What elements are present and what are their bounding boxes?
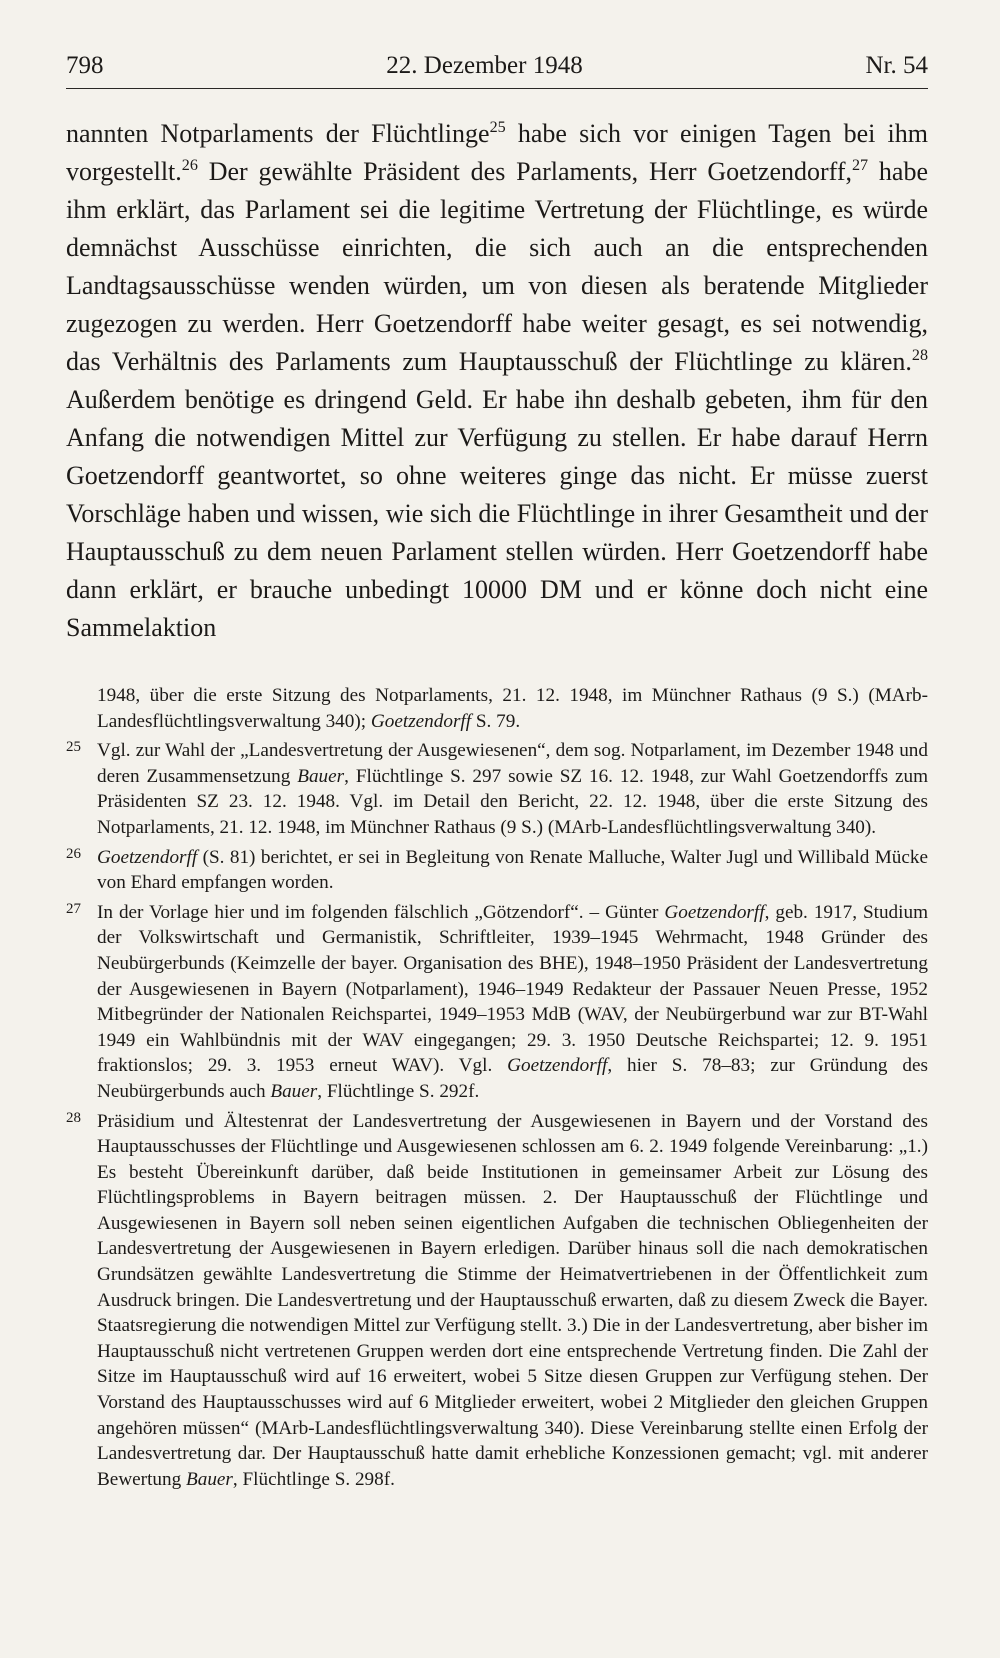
footnote-text: , Flüchtlinge S. 292f. [317, 1080, 480, 1102]
footnote-italic: Bauer [186, 1468, 233, 1490]
footnote-continuation [66, 683, 928, 734]
footnote-number: 28 [66, 1109, 81, 1126]
footnote-italic: Goetzendorff [507, 1055, 608, 1077]
footnote-italic: Bauer [270, 1080, 318, 1102]
page-number: 798 [66, 52, 104, 79]
footnote-28 [66, 1109, 928, 1493]
footnote-italic: Goetzendorff [664, 901, 765, 923]
header-date: 22. Dezember 1948 [386, 52, 583, 79]
footnote-ref-26: 26 [181, 157, 198, 175]
running-header [66, 52, 928, 89]
footnote-text: Präsidium und Ältestenrat der Landesvertretung der Ausgewiesenen in Bayern und der Vorstand des Hauptausschusses der Flüchtlinge und Ausgewiesenen schlossen am 6. 2. 1949 folgende Vereinbarung: „1.) Es besteht Übereinkunft darüber, daß beide Institutionen in gemeinsamer Arbeit zur Lösung des Flüchtlingsproblems in Bayern beitragen müssen. 2. Der Hauptausschuß der Flüchtlinge und Ausgewiesenen in Bayern soll neben seinen eigentlichen Aufgaben die technischen Obliegenheiten der Landesvertretung der Ausgewiesenen in Bayern erledigen. Darüber hinaus soll die nach demokratischen Grundsätzen gewählte Landesvertretung die Stimme der Heimatvertriebenen in der Öffentlichkeit zum Ausdruck bringen. Die Landesvertretung und der Hauptausschuß erwarten, daß zu diesem Zweck die Bayer. Staatsregierung die notwendigen Mittel zur Verfügung stellt. 3.) Die in der Landesvertretung, aber bisher im Hauptausschuß nicht vertretenen Gruppen werden dort eine entsprechende Vertretung finden. Die Zahl der Sitze im Hauptausschuß wird auf 16 erweitert, wobei 5 Sitze diesen Gruppen zur Verfügung stehen. Der Vorstand des Hauptausschusses wird auf 6 Mitglieder erweitert, wobei 2 Mitglieder den gleichen Gruppen angehören müssen“ (MArb-Landesflüchtlingsverwaltung 340). Diese Vereinbarung stellte einen Erfolg der Landesvertretung dar. Der Hauptausschuß hatte damit erhebliche Konzessionen gemacht; vgl. mit anderer Bewertung [97, 1110, 928, 1490]
footnote-text: S. 79. [471, 710, 521, 732]
footnote-25 [66, 738, 928, 840]
footnote-italic: Goetzendorff [97, 846, 198, 868]
footnotes [66, 683, 928, 1492]
text-segment: habe ihm erklärt, das Parlament sei die legitime Vertretung der Flüchtlinge, es würde demnächst Ausschüsse einrichten, die sich auch an die entsprechenden Landtagsausschüsse wenden würden, um von diesen als beratende Mitglieder zugezogen zu werden. Herr Goetzendorff habe weiter gesagt, es sei notwendig, das Verhältnis des Parlaments zum Hauptausschuß der Flüchtlinge zu klären. [66, 157, 928, 376]
footnote-ref-27: 27 [852, 157, 869, 175]
footnote-ref-25: 25 [489, 119, 506, 137]
text-segment: Außerdem benötige es dringend Geld. Er habe ihn deshalb gebeten, ihm für den Anfang die notwendigen Mittel zur Verfügung zu stellen. Er habe darauf Herrn Goetzendorff geantwortet, so ohne weiteres ginge das nicht. Er müsse zuerst Vorschläge haben und wissen, wie sich die Flüchtlinge in ihrer Gesamtheit und der Hauptausschuß zu dem neuen Parlament stellen würden. Herr Goetzendorff habe dann erklärt, er brauche unbedingt 10000 DM und er könne doch nicht eine Sammelaktion [66, 385, 928, 642]
text-segment: habe sich vor einigen Tagen bei ihm vorgestellt. [66, 119, 928, 186]
footnote-text: 1948, über die erste Sitzung des Notparlaments, 21. 12. 1948, im Münchner Rathaus (9 S.) (MArb-Landesflüchtlingsverwaltung 340); [97, 685, 928, 732]
footnote-text: , Flüchtlinge S. 298f. [232, 1468, 395, 1490]
footnote-text: In der Vorlage hier und im folgenden fälschlich „Götzendorf“. – Günter [97, 901, 665, 923]
footnote-text: Vgl. zur Wahl der „Landesvertretung der Ausgewiesenen“, dem sog. Notparlament, im Dezember 1948 und deren Zusammensetzung [97, 740, 928, 787]
footnote-text: , Flüchtlinge S. 297 sowie SZ 16. 12. 1948, zur Wahl Goetzendorffs zum Präsidenten SZ 23. 12. 1948. Vgl. im Detail den Bericht, 22. 12. 1948, über die erste Sitzung des Notparlaments, 21. 12. 1948, im Münchner Rathaus (9 S.) (MArb-Landesflüchtlingsverwaltung 340). [97, 765, 928, 838]
footnote-number: 25 [66, 739, 81, 756]
footnote-text: , geb. 1917, Studium der Volkswirtschaft und Germanistik, Schriftleiter, 1939–1945 Wehrmacht, 1948 Gründer des Neubürgerbunds (Keimzelle der bayer. Organisation des BHE), 1948–1950 Präsident der Landesvertretung der Ausgewiesenen in Bayern (Notparlament), 1946–1949 Redakteur der Passauer Neuen Presse, 1952 Mitbegründer der Nationalen Reichspartei, 1949–1953 MdB (WAV, der Neubürgerbund war zur BT-Wahl 1949 ein Wahlbündnis mit der WAV eingegangen; 29. 3. 1950 Deutsche Reichspartei; 12. 9. 1951 fraktionslos; 29. 3. 1953 erneut WAV). Vgl. [97, 901, 928, 1077]
footnote-text: , hier S. 78–83; zur Gründung des Neubürgerbunds auch [97, 1055, 928, 1102]
footnote-ref-28: 28 [911, 347, 928, 365]
footnote-number: 26 [66, 845, 81, 862]
main-text [66, 115, 928, 647]
text-segment: Der gewählte Präsident des Parlaments, Herr Goetzendorff, [197, 157, 852, 186]
text-segment: nannten Notparlaments der Flüchtlinge [66, 119, 490, 148]
issue-number: Nr. 54 [865, 52, 928, 79]
footnote-27 [66, 900, 928, 1105]
footnote-26 [66, 845, 928, 896]
footnote-number: 27 [66, 900, 81, 917]
document-page [66, 52, 928, 1496]
footnote-italic: Bauer [297, 765, 345, 787]
footnote-italic: Goetzendorff [370, 710, 472, 732]
footnote-text: (S. 81) berichtet, er sei in Begleitung von Renate Malluche, Walter Jugl und Willibald Mücke von Ehard empfangen worden. [97, 846, 928, 894]
